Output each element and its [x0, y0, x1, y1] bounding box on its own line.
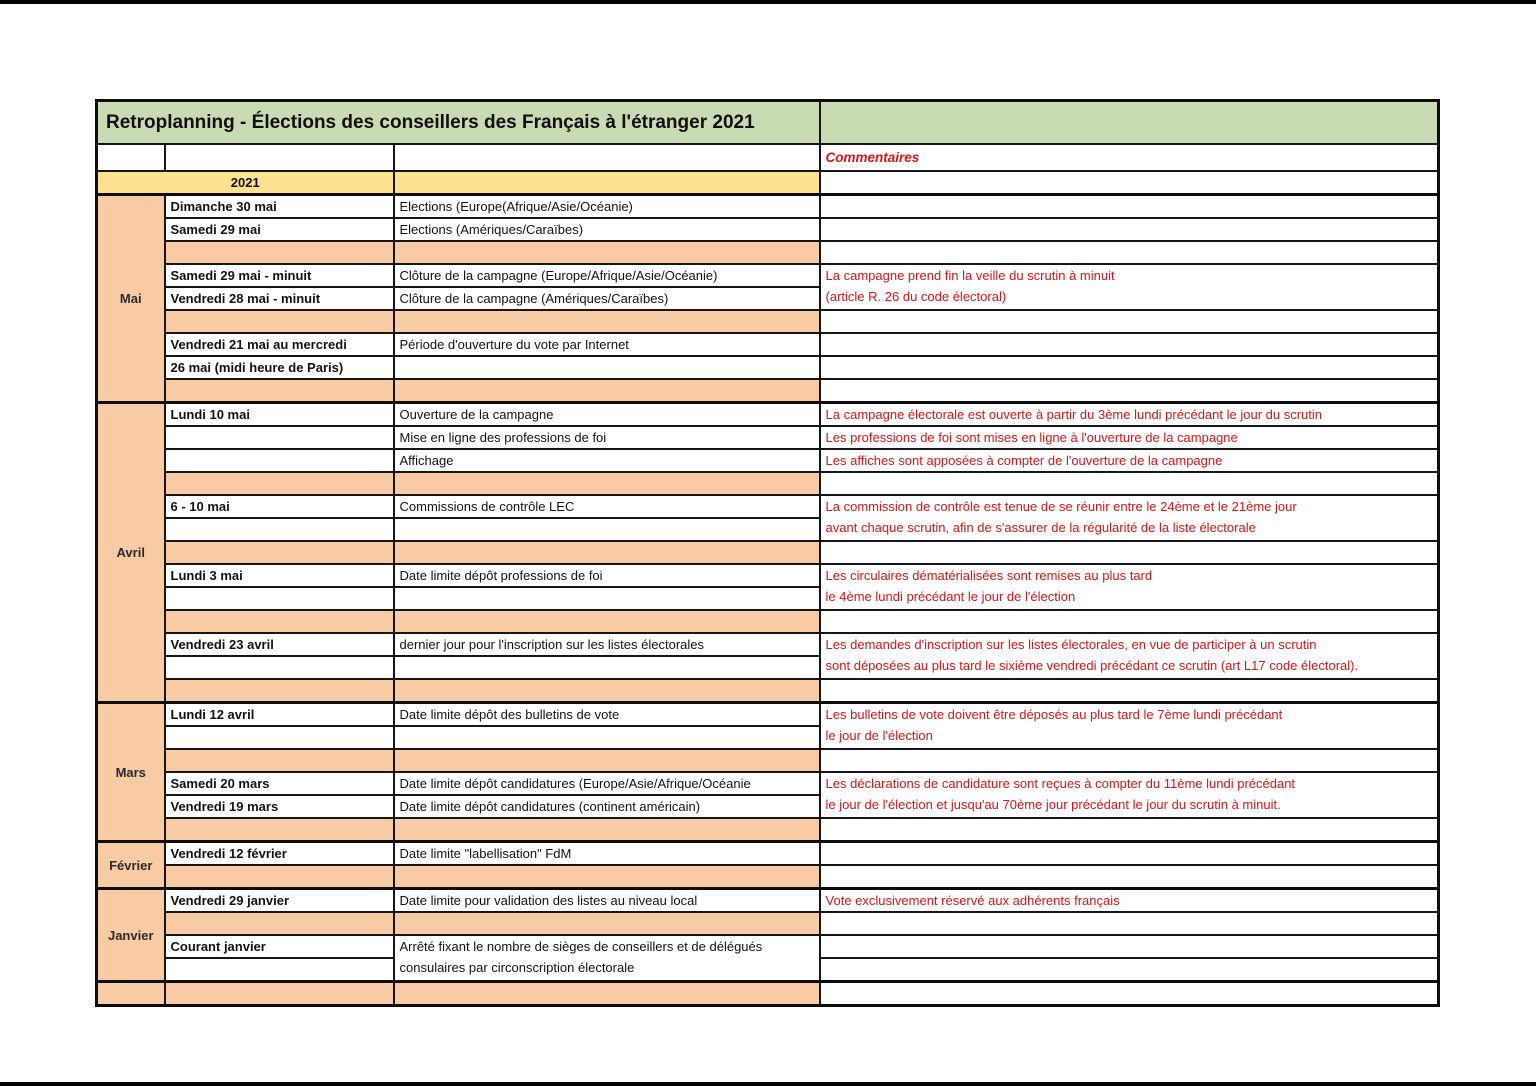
comment-line: le jour de l'élection [825, 728, 933, 743]
event-cell [394, 935, 820, 982]
date-cell: Lundi 3 mai [165, 564, 394, 587]
separator-cell [165, 865, 394, 889]
comment-cell [820, 703, 1439, 750]
event-cell [394, 726, 820, 749]
year-row [97, 171, 1439, 195]
comment-cell: La campagne électorale est ouverte à partir du 3ème lundi précédant le jour du scrutin [820, 403, 1439, 427]
date-cell [165, 449, 394, 472]
comment-cell [820, 495, 1439, 541]
event-cell [394, 587, 820, 610]
date-cell: Vendredi 23 avril [165, 633, 394, 656]
comment-cell [820, 564, 1439, 610]
separator-row [97, 865, 1439, 889]
comments-header-row [97, 144, 1439, 171]
date-cell: Vendredi 21 mai au mercredi [165, 333, 394, 356]
screen-top-edge [0, 0, 1536, 4]
table-row [97, 889, 1439, 913]
date-cell: Samedi 20 mars [165, 772, 394, 795]
separator-cell [165, 982, 394, 1006]
table-row [97, 449, 1439, 472]
event-cell: Ouverture de la campagne [394, 403, 820, 427]
event-cell: Clôture de la campagne (Europe/Afrique/Asie/Océanie) [394, 264, 820, 287]
separator-cell [165, 610, 394, 633]
comment-cell [820, 958, 1439, 982]
separator-cell [394, 679, 820, 703]
comment-line: (article R. 26 du code électoral) [825, 289, 1007, 304]
table-row [97, 264, 1439, 287]
comment-cell [820, 610, 1439, 633]
separator-cell [394, 610, 820, 633]
comment-cell [820, 679, 1439, 703]
date-cell [165, 726, 394, 749]
comment-line: Les circulaires dématérialisées sont remises au plus tard [825, 568, 1153, 583]
separator-cell [165, 310, 394, 333]
separator-row [97, 541, 1439, 564]
separator-cell [394, 541, 820, 564]
date-cell: Lundi 12 avril [165, 703, 394, 727]
month-cell-avril: Avril [97, 403, 165, 703]
separator-cell [165, 749, 394, 772]
date-cell [165, 426, 394, 449]
event-cell [394, 656, 820, 679]
date-cell: Samedi 29 mai - minuit [165, 264, 394, 287]
comment-line: La commission de contrôle est tenue de se réunir entre le 24ème et le 21ème jour [825, 499, 1297, 514]
table-row [97, 495, 1439, 518]
date-cell [165, 587, 394, 610]
event-cell: dernier jour pour l'inscription sur les listes électorales [394, 633, 820, 656]
page-title: Retroplanning - Élections des conseillers des Français à l'étranger 2021 [97, 101, 820, 145]
separator-cell [394, 379, 820, 403]
comment-cell [820, 264, 1439, 310]
separator-row [97, 749, 1439, 772]
separator-cell [165, 379, 394, 403]
separator-cell [394, 818, 820, 842]
comment-cell [820, 241, 1439, 264]
separator-cell [394, 982, 820, 1006]
empty-cell [394, 144, 820, 171]
comment-cell [820, 935, 1439, 958]
table-row [97, 842, 1439, 866]
year-label: 2021 [97, 171, 394, 195]
retroplanning-table [95, 99, 1440, 1007]
separator-row [97, 241, 1439, 264]
event-cell: Date limite dépôt candidatures (continent américain) [394, 795, 820, 818]
event-cell: Affichage [394, 449, 820, 472]
table-row [97, 633, 1439, 656]
table-row [97, 703, 1439, 727]
comment-cell [820, 379, 1439, 403]
comments-column-header: Commentaires [820, 144, 1439, 171]
comment-cell [820, 195, 1439, 219]
separator-cell [394, 865, 820, 889]
separator-cell [394, 912, 820, 935]
date-cell: Samedi 29 mai [165, 218, 394, 241]
empty-cell [165, 144, 394, 171]
table-row [97, 195, 1439, 219]
table-row [97, 935, 1439, 958]
table-row [97, 564, 1439, 587]
date-cell: Vendredi 12 février [165, 842, 394, 866]
screen-bottom-edge [0, 1082, 1536, 1086]
comment-cell [820, 912, 1439, 935]
event-cell: Date limite pour validation des listes au niveau local [394, 889, 820, 913]
event-line: Arrêté fixant le nombre de sièges de conseillers et de délégués [399, 939, 763, 954]
event-cell: Commissions de contrôle LEC [394, 495, 820, 518]
separator-cell [165, 679, 394, 703]
month-cell-mars: Mars [97, 703, 165, 842]
comment-cell [820, 772, 1439, 818]
date-cell: Dimanche 30 mai [165, 195, 394, 219]
month-cell-janvier: Janvier [97, 889, 165, 982]
comment-cell: Les affiches sont apposées à compter de l'ouverture de la campagne [820, 449, 1439, 472]
table-row [97, 403, 1439, 427]
comment-cell [820, 310, 1439, 333]
event-cell: Elections (Europe(Afrique/Asie/Océanie) [394, 195, 820, 219]
comment-cell: Les professions de foi sont mises en ligne à l'ouverture de la campagne [820, 426, 1439, 449]
separator-row [97, 379, 1439, 403]
date-cell: Lundi 10 mai [165, 403, 394, 427]
date-cell [165, 958, 394, 982]
comment-cell [820, 333, 1439, 356]
comment-line: La campagne prend fin la veille du scrutin à minuit [825, 268, 1115, 283]
comment-cell [820, 218, 1439, 241]
separator-cell [394, 310, 820, 333]
table-row [97, 772, 1439, 795]
event-cell: Date limite dépôt candidatures (Europe/Asie/Afrique/Océanie [394, 772, 820, 795]
comment-line: Les déclarations de candidature sont reçues à compter du 11ème lundi précédant [825, 776, 1296, 791]
table-row [97, 218, 1439, 241]
separator-row [97, 818, 1439, 842]
comment-cell: Vote exclusivement réservé aux adhérents français [820, 889, 1439, 913]
separator-row [97, 472, 1439, 495]
month-cell-fevrier: Février [97, 842, 165, 889]
date-cell [165, 656, 394, 679]
month-cell-mai: Mai [97, 195, 165, 403]
comment-cell [820, 749, 1439, 772]
event-cell: Mise en ligne des professions de foi [394, 426, 820, 449]
date-cell: Vendredi 19 mars [165, 795, 394, 818]
comment-line: le jour de l'élection et jusqu'au 70ème jour précédant le jour du scrutin à minuit. [825, 797, 1281, 812]
separator-cell [165, 241, 394, 264]
separator-row [97, 982, 1439, 1006]
separator-cell [394, 472, 820, 495]
comment-cell [820, 472, 1439, 495]
separator-row [97, 912, 1439, 935]
comment-line: sont déposées au plus tard le sixième vendredi précédant ce scrutin (art L17 code électoral). [825, 658, 1359, 673]
event-cell: Elections (Amériques/Caraïbes) [394, 218, 820, 241]
title-row-comment-cell [820, 101, 1439, 145]
comment-cell [820, 982, 1439, 1006]
table-row [97, 426, 1439, 449]
year-fill-cell [394, 171, 820, 195]
separator-row [97, 310, 1439, 333]
comment-cell [820, 865, 1439, 889]
date-cell: Vendredi 28 mai - minuit [165, 287, 394, 310]
comment-line: Les bulletins de vote doivent être déposés au plus tard le 7ème lundi précédant [825, 707, 1283, 722]
event-cell: Date limite dépôt des bulletins de vote [394, 703, 820, 727]
separator-row [97, 610, 1439, 633]
empty-cell [820, 171, 1439, 195]
table-row [97, 356, 1439, 379]
date-cell [165, 518, 394, 541]
comment-cell [820, 356, 1439, 379]
comment-cell [820, 842, 1439, 866]
comment-cell [820, 541, 1439, 564]
comment-line: Les demandes d'inscription sur les listes électorales, en vue de participer à un scrutin [825, 637, 1317, 652]
comment-cell [820, 633, 1439, 679]
separator-row [97, 679, 1439, 703]
separator-cell [165, 541, 394, 564]
table-row [97, 333, 1439, 356]
date-cell: 26 mai (midi heure de Paris) [165, 356, 394, 379]
event-cell [394, 518, 820, 541]
comment-line: le 4ème lundi précédant le jour de l'élection [825, 589, 1076, 604]
separator-cell [165, 472, 394, 495]
event-cell: Date limite "labellisation" FdM [394, 842, 820, 866]
comment-line: avant chaque scrutin, afin de s'assurer de la régularité de la liste électorale [825, 520, 1256, 535]
event-cell: Date limite dépôt professions de foi [394, 564, 820, 587]
comment-cell [820, 818, 1439, 842]
separator-cell [165, 818, 394, 842]
separator-cell [394, 241, 820, 264]
title-row [97, 101, 1439, 145]
date-cell: Courant janvier [165, 935, 394, 958]
event-cell: Clôture de la campagne (Amériques/Caraïbes) [394, 287, 820, 310]
date-cell: Vendredi 29 janvier [165, 889, 394, 913]
event-line: consulaires par circonscription électorale [399, 960, 635, 975]
event-cell: Période d'ouverture du vote par Internet [394, 333, 820, 356]
empty-cell [97, 144, 165, 171]
separator-cell [165, 912, 394, 935]
event-cell [394, 356, 820, 379]
separator-cell [394, 749, 820, 772]
separator-cell [97, 982, 165, 1006]
date-cell: 6 - 10 mai [165, 495, 394, 518]
